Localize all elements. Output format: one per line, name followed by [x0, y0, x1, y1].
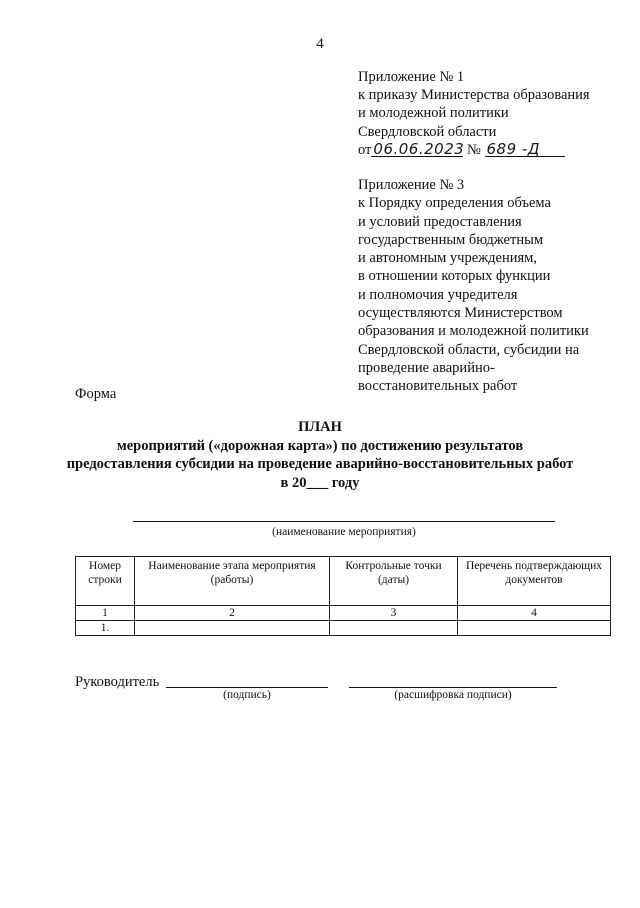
appendix-3-line: к Порядку определения объема — [358, 195, 551, 212]
appendix-3-block — [358, 176, 589, 396]
header-documents: Перечень подтверждающих документов — [458, 557, 611, 606]
header-checkpoints: Контрольные точки (даты) — [330, 557, 458, 606]
appendix-1-line: и молодежной политики — [358, 105, 509, 122]
title-line: мероприятий («дорожная карта») по достижению результатов — [116, 437, 524, 454]
appendix-3-line: образования и молодежной политики — [358, 323, 589, 340]
title-year: в 20___ году — [280, 474, 360, 491]
plan-table — [75, 556, 611, 636]
appendix-3-line: Приложение № 3 — [358, 177, 465, 193]
document-title — [0, 418, 640, 492]
appendix-1-line: Приложение № 1 — [358, 69, 465, 85]
appendix-3-line: осуществляются Министерством — [358, 305, 563, 322]
table-cell — [135, 621, 330, 636]
order-date: 06.06.2023 — [373, 139, 465, 158]
table-cell — [458, 621, 611, 636]
signature-label: Руководитель — [75, 674, 160, 690]
appendix-3-line: и автономным учреждениям, — [358, 250, 537, 267]
order-number: 689 -Д — [485, 142, 565, 157]
appendix-1-line: к приказу Министерства образования — [358, 87, 590, 104]
appendix-3-line: государственным бюджетным — [358, 231, 544, 248]
order-date-number-line — [358, 141, 590, 159]
title-line: предоставления субсидии на проведение аварийно-восстановительных работ — [66, 456, 574, 472]
table-cell: 2 — [135, 606, 330, 621]
event-name-caption: (наименование мероприятия) — [272, 526, 416, 538]
header-stage-name: Наименование этапа мероприятия (работы) — [135, 557, 330, 606]
table-cell: 1. — [76, 621, 135, 636]
signature-line — [166, 687, 328, 688]
appendix-3-line: восстановительных работ — [358, 378, 518, 395]
appendix-3-line: и полномочия учредителя — [358, 286, 518, 303]
header-row-number: Номер строки — [76, 557, 135, 606]
appendix-3-line: и условий предоставления — [358, 213, 522, 230]
date-prefix: от — [358, 141, 372, 158]
title-plan: ПЛАН — [298, 419, 342, 435]
table-numbering-row — [76, 606, 611, 621]
table-cell — [330, 621, 458, 636]
table-cell: 1 — [76, 606, 135, 621]
event-name-line — [133, 521, 555, 522]
appendix-3-line: Свердловской области, субсидии на — [358, 341, 580, 358]
table-cell: 3 — [330, 606, 458, 621]
table-header-row — [76, 557, 611, 606]
appendix-1-line: Свердловской области — [358, 123, 497, 140]
table-cell: 4 — [458, 606, 611, 621]
form-label: Форма — [75, 386, 117, 402]
number-prefix: № — [467, 141, 481, 158]
table-row — [76, 621, 611, 636]
appendix-3-line: в отношении которых функции — [358, 268, 551, 285]
signature-caption: (подпись) — [223, 689, 271, 701]
signature-decode-line — [349, 687, 557, 688]
appendix-3-line: проведение аварийно- — [358, 359, 495, 376]
appendix-1-block — [358, 68, 590, 159]
page-number: 4 — [316, 36, 324, 52]
signature-decode-caption: (расшифровка подписи) — [394, 689, 512, 701]
